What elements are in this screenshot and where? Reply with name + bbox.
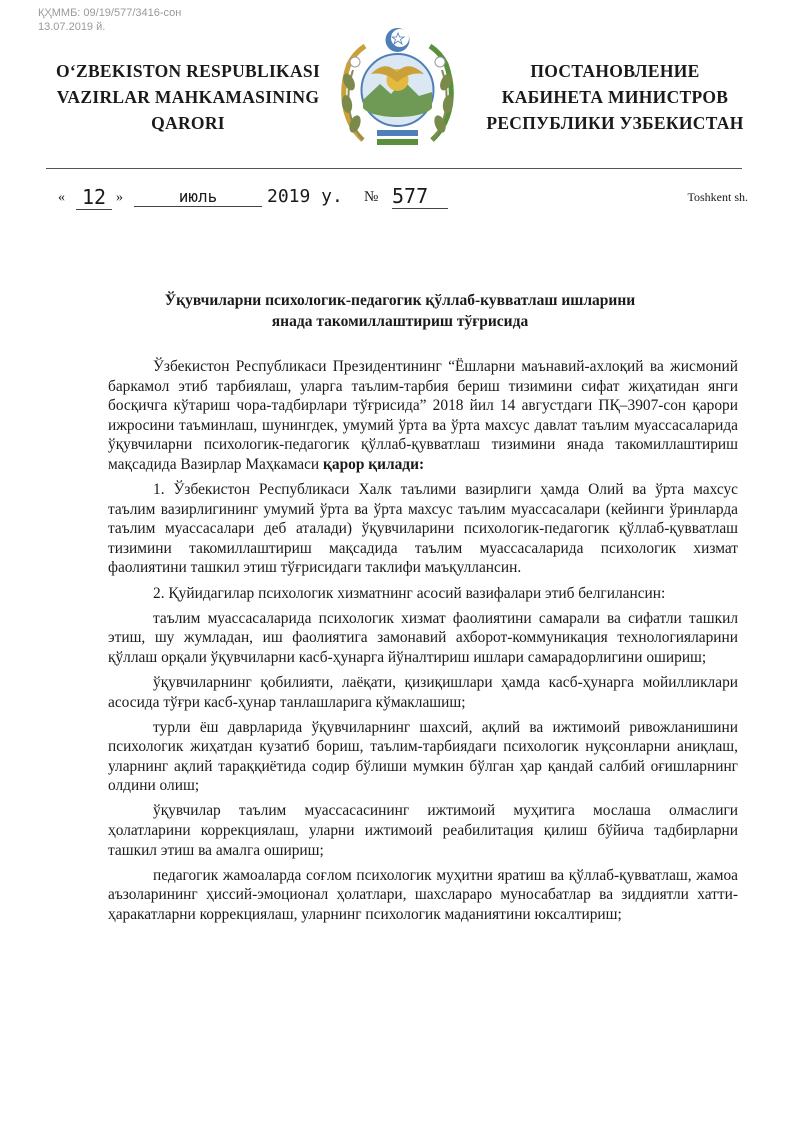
stamp-line-2: 13.07.2019 й. bbox=[38, 21, 106, 33]
title-line-2: янада такомиллаштириш тўғрисида bbox=[271, 313, 529, 330]
item-1-paragraph: 1. Ўзбекистон Республикаси Халк таълими вазирлиги ҳамда Олий ва ўрта махсус таълим вазирлигининг умумий ўрта ва ўрта махсус таълим муассасалари (кейинги ўринларда таълим муассасалари деб аталади) ўқувчиларини психологик-педагогик қўллаб-қувватлаш тизимини такомиллаштириш мақсадида таълим муассасаларида психологик хизмат фаолиятини ташкил этиш тўғрисидаги таклифи маъқуллансин. bbox=[108, 481, 738, 577]
header-russian-line-1: ПОСТАНОВЛЕНИЕ bbox=[530, 61, 700, 81]
header-uzbek bbox=[48, 58, 328, 136]
decides-phrase: қарор қилади: bbox=[323, 455, 425, 473]
task-paragraph: таълим муассасаларида психологик хизмат фаолиятини самарали ва сифатли ташкил этиш, шу жумладан, иш фаолиятига замонавий ахборот-коммуникация технологияларини қўллаш орқали ўқувчиларни касб-ҳунарга йўналтириш ишлари самарадорлигини ошириш; bbox=[108, 609, 738, 666]
header-divider bbox=[46, 168, 742, 169]
title-line-1: Ўқувчиларни психологик-педагогик қўллаб-кувватлаш ишларини bbox=[164, 292, 636, 309]
header-russian bbox=[470, 58, 760, 136]
header-uzbek-line-2: VAZIRLAR MAHKAMASINING bbox=[56, 87, 320, 107]
task-paragraph: ўқувчиларнинг қобилияти, лаёқати, қизиқишлари ҳамда касб-ҳунарга мойилликлари асосида тўғри касб-ҳунар танлашларига кўмаклашиш; bbox=[108, 673, 738, 711]
task-paragraph: турли ёш даврларида ўқувчиларнинг шахсий, ақлий ва ижтимоий ривожланишини психологик жиҳатдан кузатиб бориш, таълим-тарбиядаги психологик нуқсонларни аниқлаш, уларнинг ақлий тараққиётида содир бўлиши мумкин бўлган ҳар қандай салбий оғишларнинг олдини олиш; bbox=[108, 718, 738, 795]
date-open-quote: « bbox=[58, 190, 65, 205]
decree-year: 2019 y. bbox=[267, 186, 343, 207]
date-close-quote: » bbox=[116, 190, 123, 205]
header-uzbek-line-3: QARORI bbox=[151, 113, 225, 133]
decree-dateline bbox=[48, 184, 748, 212]
header-russian-line-3: РЕСПУБЛИКИ УЗБЕКИСТАН bbox=[486, 113, 744, 133]
state-emblem-icon bbox=[335, 22, 460, 157]
header-uzbek-line-1: O‘ZBEKISTON RESPUBLIKASI bbox=[55, 61, 321, 81]
document-title bbox=[100, 290, 700, 332]
decree-month: июль bbox=[134, 187, 262, 207]
decree-city: Toshkent sh. bbox=[687, 190, 748, 204]
decree-day: 12 bbox=[76, 185, 112, 210]
stamp-line-1: ҚҲММБ: 09/19/577/3416-сон bbox=[38, 7, 182, 19]
task-paragraph: педагогик жамоаларда соғлом психологик муҳитни яратиш ва қўллаб-қувватлаш, жамоа аъзоларининг ҳиссий-эмоционал ҳолатлари, шахслараро муносабатлар ва зиддиятли хатти-ҳаракатларни коррекциялаш, уларнинг психологик маданиятини юксалтириш; bbox=[108, 866, 738, 923]
decree-number: 577 bbox=[392, 184, 448, 209]
header-russian-line-2: КАБИНЕТА МИНИСТРОВ bbox=[501, 87, 729, 107]
registration-stamp bbox=[38, 6, 181, 34]
document-body bbox=[108, 357, 738, 930]
preamble-text: Ўзбекистон Республикаси Президентининг “Ёшларни маънавий-ахлоқий ва жисмоний баркамол этиб тарбиялаш, уларга таълим-тарбия бериш тизимини сифат жиҳатидан янги босқичга кўтариш чора-тадбирлари тўғрисида” 2018 йил 14 августдаги ПҚ–3907-сон қарори ижросини таъминлаш, шунингдек, умумий ўрта ва ўрта махсус давлат таълим муассасаларида ўқувчиларни психологик-педагогик қўллаб-қувватлаш тизимини янада такомиллаштириш мақсадида Вазирлар Маҳкамаси bbox=[108, 358, 738, 473]
number-sign: № bbox=[364, 189, 379, 205]
task-paragraph: ўқувчилар таълим муассасасининг ижтимоий муҳитига мослаша олмаслиги ҳолатларини коррекциялаш, уларни ижтимоий реабилитация қилиш бўйича тадбирларни ташкил этиш ва амалга ошириш; bbox=[108, 802, 738, 859]
item-2-paragraph: 2. Қуйидагилар психологик хизматнинг асосий вазифалари этиб белгилансин: bbox=[153, 584, 666, 602]
preamble-paragraph bbox=[108, 357, 738, 475]
